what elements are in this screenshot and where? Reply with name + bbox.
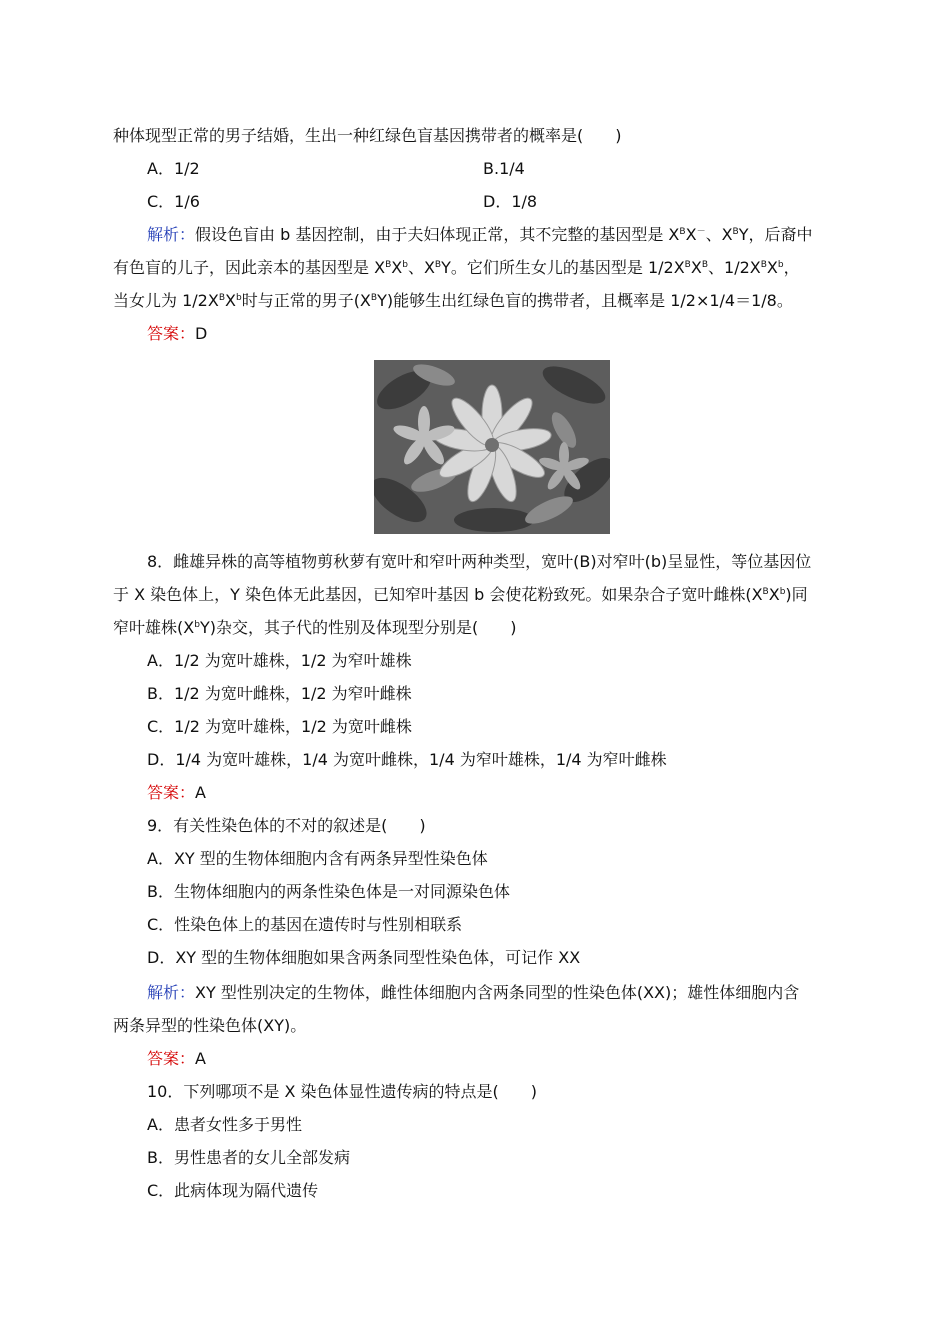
q8-option-a: A．1/2 为宽叶雄株，1/2 为窄叶雄株: [147, 651, 412, 670]
q8-stem-line3: 窄叶雄株$(X^bY)$杂交，其子代的性别及体现型分别是( ): [113, 618, 517, 637]
q8-stem-line2: 于 X 染色体上，Y 染色体无此基因，已知窄叶基因 b 会使花粉致死。如果杂合子宽叶雌株$(X^BX^b)$同: [113, 585, 808, 604]
q7-stem: 种体现型正常的男子结婚，生出一种红绿色盲基因携带者的概率是( ): [113, 126, 622, 145]
q7-answer: 答案：D: [147, 324, 208, 343]
q9-answer: 答案：A: [147, 1049, 206, 1068]
q8-option-d: D．1/4 为宽叶雄株，1/4 为宽叶雌株，1/4 为窄叶雄株，1/4 为窄叶雌株: [147, 750, 667, 769]
answer-label: 答案：: [147, 324, 196, 343]
q10-option-b: B．男性患者的女儿全部发病: [147, 1148, 350, 1167]
q8-option-c: C．1/2 为宽叶雄株，1/2 为宽叶雌株: [147, 717, 412, 736]
q9-analysis-line2: 两条异型的性染色体(XY)。: [113, 1016, 307, 1035]
flower-photo-icon: [374, 360, 610, 534]
q8-stem-line1: 8．雌雄异株的高等植物剪秋萝有宽叶和窄叶两种类型，宽叶(B)对窄叶(b)呈显性，等位基因位: [147, 552, 812, 571]
q7-analysis-line2: 有色盲的儿子，因此亲本的基因型是 $X^BX^b$、$X^BY$。它们所生女儿的基因型是 $1/2X^BX^B$、$1/2X^BX^b$，: [113, 258, 800, 277]
q7-option-b: B.1/4: [483, 159, 525, 178]
q9-option-d: D．XY 型的生物体细胞如果含两条同型性染色体，可记作 XX: [147, 948, 581, 967]
q9-option-a: A．XY 型的生物体细胞内含有两条异型性染色体: [147, 849, 488, 868]
q9-option-c: C．性染色体上的基因在遗传时与性别相联系: [147, 915, 463, 934]
q7-option-d: D．1/8: [483, 192, 538, 211]
q8-option-b: B．1/2 为宽叶雌株，1/2 为窄叶雌株: [147, 684, 412, 703]
analysis-label: 解析：: [147, 983, 196, 1002]
analysis-label: 解析：: [147, 225, 196, 244]
q8-answer: 答案：A: [147, 783, 206, 802]
q9-analysis-line1: 解析：XY 型性别决定的生物体，雌性体细胞内含两条同型的性染色体(XX)；雄性体细胞内含: [147, 983, 800, 1002]
answer-label: 答案：: [147, 783, 196, 802]
q9-stem: 9．有关性染色体的不对的叙述是( ): [147, 816, 426, 835]
q10-stem: 10．下列哪项不是 X 染色体显性遗传病的特点是( ): [147, 1082, 537, 1101]
q7-option-a: A．1/2: [147, 159, 200, 178]
q10-option-c: C．此病体现为隔代遗传: [147, 1181, 319, 1200]
q9-option-b: B．生物体细胞内的两条性染色体是一对同源染色体: [147, 882, 510, 901]
flower-photo: [374, 360, 610, 534]
answer-label: 答案：: [147, 1049, 196, 1068]
q7-option-c: C．1/6: [147, 192, 200, 211]
q7-analysis-line1: 解析：假设色盲由 b 基因控制，由于夫妇体现正常，其不完整的基因型是 $X^BX^-$、$X^BY$，后裔中: [147, 225, 813, 244]
q10-option-a: A．患者女性多于男性: [147, 1115, 302, 1134]
q7-analysis-line3: 当女儿为 $1/2X^BX^b$时与正常的男子$(X^BY)$能够生出红绿色盲的携带者，且概率是 1/2×1/4＝1/8。: [113, 291, 793, 310]
